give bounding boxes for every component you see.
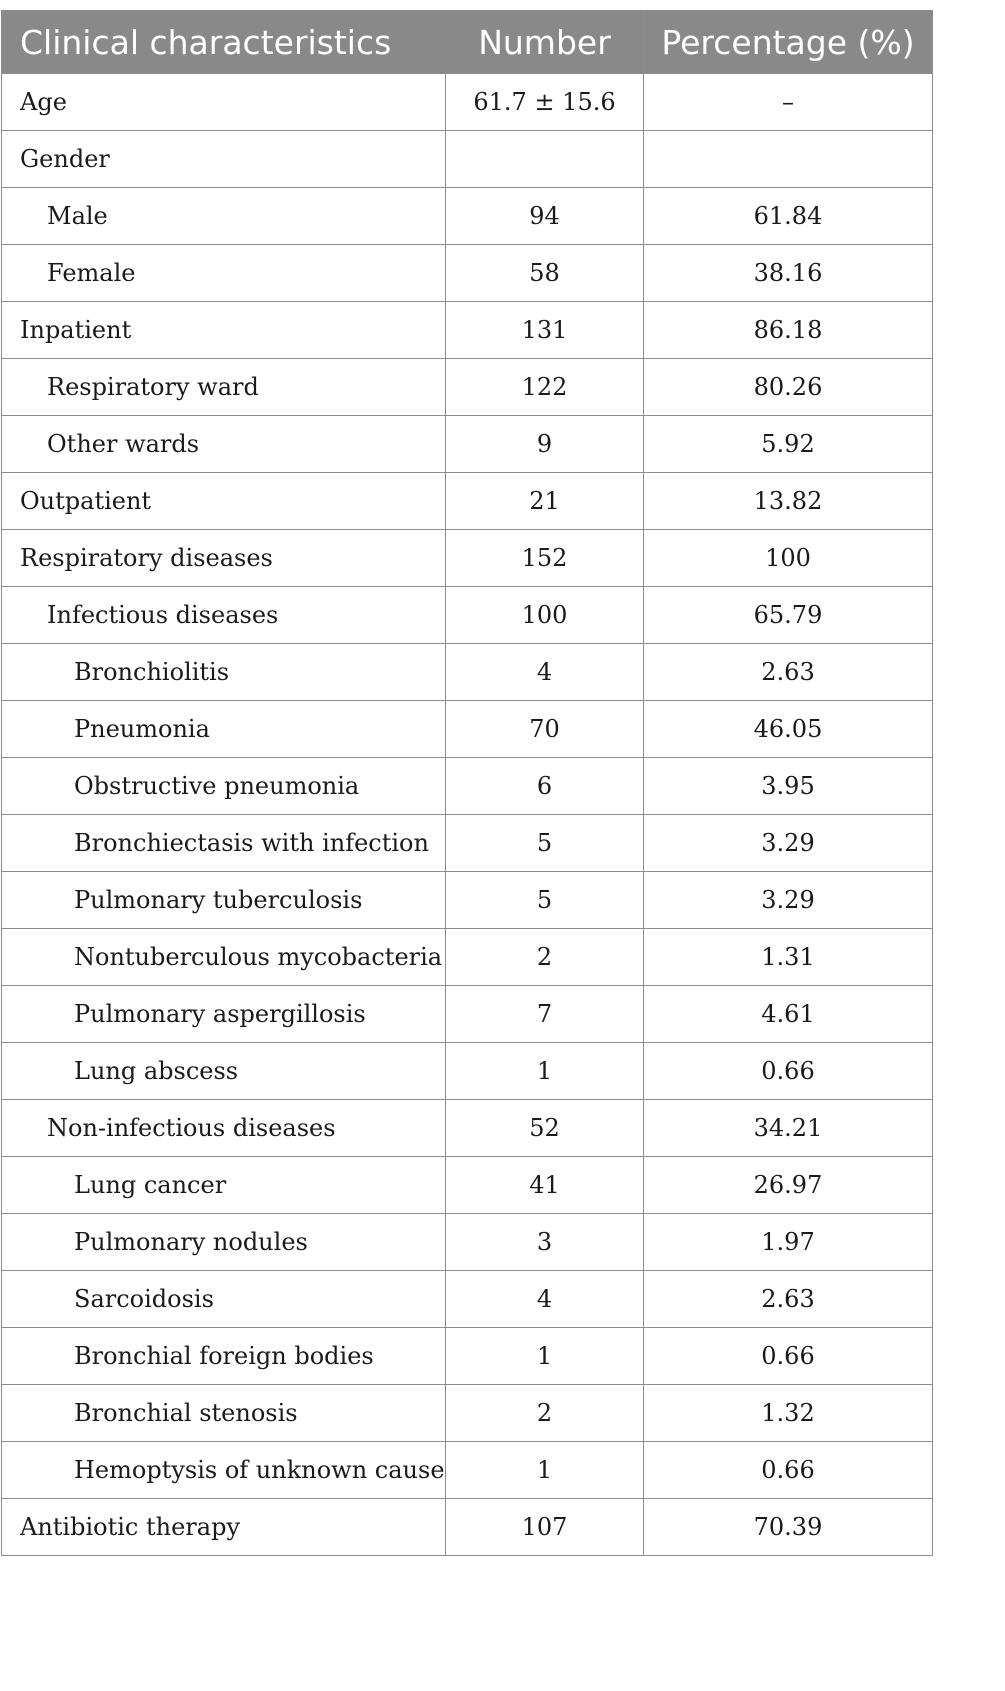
row-percentage: 61.84 — [644, 188, 933, 245]
table-row — [2, 872, 933, 929]
row-label: Bronchial stenosis — [2, 1385, 446, 1442]
row-percentage: 1.32 — [644, 1385, 933, 1442]
row-number: 107 — [446, 1499, 644, 1556]
row-label: Sarcoidosis — [2, 1271, 446, 1328]
row-number: 94 — [446, 188, 644, 245]
row-label: Pulmonary aspergillosis — [2, 986, 446, 1043]
table-row — [2, 1328, 933, 1385]
table-row — [2, 473, 933, 530]
row-number: 122 — [446, 359, 644, 416]
row-label: Respiratory diseases — [2, 530, 446, 587]
row-percentage: 38.16 — [644, 245, 933, 302]
table-row — [2, 1157, 933, 1214]
row-percentage: 3.29 — [644, 872, 933, 929]
row-label: Antibiotic therapy — [2, 1499, 446, 1556]
row-label: Bronchiectasis with infection — [2, 815, 446, 872]
row-percentage: 2.63 — [644, 644, 933, 701]
row-label: Bronchial foreign bodies — [2, 1328, 446, 1385]
row-number: 61.7 ± 15.6 — [446, 74, 644, 131]
row-percentage: 5.92 — [644, 416, 933, 473]
row-number: 2 — [446, 929, 644, 986]
table-row — [2, 530, 933, 587]
row-percentage: 1.31 — [644, 929, 933, 986]
row-label: Inpatient — [2, 302, 446, 359]
row-percentage: 26.97 — [644, 1157, 933, 1214]
row-label: Obstructive pneumonia — [2, 758, 446, 815]
row-percentage — [644, 131, 933, 188]
table-row — [2, 188, 933, 245]
row-percentage: 3.95 — [644, 758, 933, 815]
row-number: 9 — [446, 416, 644, 473]
row-label: Pulmonary tuberculosis — [2, 872, 446, 929]
row-number: 3 — [446, 1214, 644, 1271]
row-number: 41 — [446, 1157, 644, 1214]
row-number: 4 — [446, 1271, 644, 1328]
row-percentage: 2.63 — [644, 1271, 933, 1328]
table-row — [2, 1499, 933, 1556]
row-percentage: 0.66 — [644, 1328, 933, 1385]
row-label: Infectious diseases — [2, 587, 446, 644]
row-percentage: 34.21 — [644, 1100, 933, 1157]
row-percentage: 80.26 — [644, 359, 933, 416]
row-number: 5 — [446, 872, 644, 929]
table-row — [2, 245, 933, 302]
row-number: 21 — [446, 473, 644, 530]
row-label: Pulmonary nodules — [2, 1214, 446, 1271]
table-row — [2, 929, 933, 986]
header-number: Number — [446, 11, 644, 74]
row-number: 5 — [446, 815, 644, 872]
row-number: 1 — [446, 1442, 644, 1499]
row-number: 2 — [446, 1385, 644, 1442]
row-percentage: 1.97 — [644, 1214, 933, 1271]
header-row — [2, 11, 933, 74]
row-label: Age — [2, 74, 446, 131]
row-percentage: 13.82 — [644, 473, 933, 530]
row-percentage: 86.18 — [644, 302, 933, 359]
row-number: 100 — [446, 587, 644, 644]
row-number: 1 — [446, 1328, 644, 1385]
table-row — [2, 1043, 933, 1100]
row-percentage: 100 — [644, 530, 933, 587]
row-label: Pneumonia — [2, 701, 446, 758]
row-label: Hemoptysis of unknown cause — [2, 1442, 446, 1499]
table-row — [2, 644, 933, 701]
row-percentage: 0.66 — [644, 1442, 933, 1499]
row-number: 4 — [446, 644, 644, 701]
table-row — [2, 701, 933, 758]
table-row — [2, 74, 933, 131]
table-row — [2, 1100, 933, 1157]
table-body — [2, 74, 933, 1556]
row-label: Female — [2, 245, 446, 302]
table-row — [2, 815, 933, 872]
table-row — [2, 1385, 933, 1442]
row-number: 58 — [446, 245, 644, 302]
row-label: Non-infectious diseases — [2, 1100, 446, 1157]
table-row — [2, 587, 933, 644]
header-percentage: Percentage (%) — [644, 11, 933, 74]
row-percentage: 4.61 — [644, 986, 933, 1043]
row-number: 7 — [446, 986, 644, 1043]
table-row — [2, 1442, 933, 1499]
table-row — [2, 1214, 933, 1271]
table-row — [2, 131, 933, 188]
row-number: 152 — [446, 530, 644, 587]
clinical-characteristics-table — [1, 10, 933, 1556]
row-label: Bronchiolitis — [2, 644, 446, 701]
row-label: Nontuberculous mycobacteria — [2, 929, 446, 986]
row-number: 1 — [446, 1043, 644, 1100]
table-row — [2, 359, 933, 416]
table-row — [2, 416, 933, 473]
row-number — [446, 131, 644, 188]
row-number: 6 — [446, 758, 644, 815]
table-row — [2, 758, 933, 815]
row-label: Gender — [2, 131, 446, 188]
row-number: 131 — [446, 302, 644, 359]
row-percentage: 3.29 — [644, 815, 933, 872]
row-percentage: 46.05 — [644, 701, 933, 758]
table-row — [2, 986, 933, 1043]
table-row — [2, 302, 933, 359]
row-label: Male — [2, 188, 446, 245]
row-label: Lung cancer — [2, 1157, 446, 1214]
row-label: Other wards — [2, 416, 446, 473]
row-percentage: 70.39 — [644, 1499, 933, 1556]
row-percentage: 65.79 — [644, 587, 933, 644]
row-label: Lung abscess — [2, 1043, 446, 1100]
row-label: Respiratory ward — [2, 359, 446, 416]
table-row — [2, 1271, 933, 1328]
row-number: 52 — [446, 1100, 644, 1157]
row-label: Outpatient — [2, 473, 446, 530]
row-percentage: – — [644, 74, 933, 131]
header-clinical-characteristics: Clinical characteristics — [2, 11, 446, 74]
row-percentage: 0.66 — [644, 1043, 933, 1100]
row-number: 70 — [446, 701, 644, 758]
